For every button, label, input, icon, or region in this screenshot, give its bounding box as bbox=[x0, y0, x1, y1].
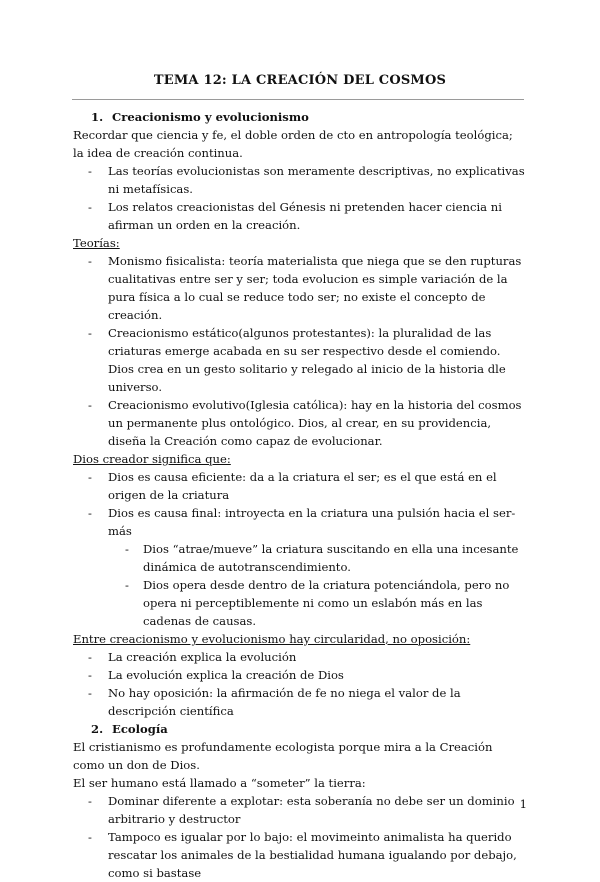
list-item: - Creacionismo estático(algunos protestantes): la pluralidad de las criaturas emerge acabada en su ser respectivo desde el comiendo. Dios crea en un gesto solitario y relegado al inicio de la historia dle universo. bbox=[88, 326, 506, 394]
page-number: 1 bbox=[519, 797, 527, 811]
list-item: - Dios “atrae/mueve” la criatura suscitando en ella una incesante dinámica de autotranscendimiento. bbox=[125, 542, 519, 574]
circular-list bbox=[73, 648, 525, 720]
list-item: - Tampoco es igualar por lo bajo: el movimeinto animalista ha querido rescatar los animales de la bestialidad humana igualando por debajo, como si bastase bbox=[88, 830, 517, 880]
theories-list bbox=[73, 252, 525, 450]
dios-sublist bbox=[108, 540, 525, 630]
dios-list bbox=[73, 468, 525, 630]
section-2-paragraph-1: El cristianismo es profundamente ecologista porque mira a la Creación como un don de Dios. bbox=[73, 740, 493, 772]
title-rule bbox=[72, 99, 524, 100]
list-item: - La evolución explica la creación de Dios bbox=[88, 668, 344, 682]
section-1-bullets bbox=[73, 162, 525, 234]
section-1-intro: Recordar que ciencia y fe, el doble orden de cto en antropología teológica; la idea de creación continua. bbox=[73, 128, 513, 160]
list-item: - No hay oposición: la afirmación de fe no niega el valor de la descripción científica bbox=[88, 686, 461, 718]
list-item: - Los relatos creacionistas del Génesis ni pretenden hacer ciencia ni afirman un orden en la creación. bbox=[88, 200, 502, 232]
list-item: - Dios opera desde dentro de la criatura potenciándola, pero no opera ni perceptiblemente ni como un eslabón más en las cadenas de causas. bbox=[125, 578, 510, 628]
list-item: - Dios es causa eficiente: da a la criatura el ser; es el que está en el origen de la criatura bbox=[88, 470, 497, 502]
section-2-heading: 2. Ecología bbox=[91, 722, 168, 736]
list-item: - Monismo fisicalista: teoría materialista que niega que se den rupturas cualitativas entre ser y ser; toda evolucion es simple variación de la pura física a lo cual se reduce todo ser; no existe el concepto de creación. bbox=[88, 254, 522, 322]
section-2-paragraph-2: El ser humano está llamado a “someter” la tierra: bbox=[73, 776, 366, 790]
list-item: - Dios es causa final: introyecta en la criatura una pulsión hacia el ser-más - Dios “atrae/mueve” la criatura suscitando en ella una incesante dinámica de autotranscendimiento. - Dios opera desde dentro de la criatura potenciándola, pero no opera ni perceptiblemente ni como un eslabón más en las cadenas de causas. bbox=[73, 504, 525, 630]
dios-label: Dios creador significa que: bbox=[73, 452, 231, 466]
section-2-list bbox=[73, 792, 525, 882]
list-item: - Dominar diferente a explotar: esta soberanía no debe ser un dominio arbitrario y destructor bbox=[88, 794, 515, 826]
circular-label: Entre creacionismo y evolucionismo hay circularidad, no oposición: bbox=[73, 632, 471, 646]
list-item: - La creación explica la evolución bbox=[88, 650, 297, 664]
theories-label: Teorías: bbox=[73, 236, 120, 250]
list-item: - Creacionismo evolutivo(Iglesia católica): hay en la historia del cosmos un permanente plus ontológico. Dios, al crear, en su providencia, diseña la Creación como capaz de evolucionar. bbox=[88, 398, 522, 448]
list-item: - Las teorías evolucionistas son meramente descriptivas, no explicativas ni metafísicas. bbox=[88, 164, 525, 196]
document-body bbox=[73, 108, 525, 882]
document-title: TEMA 12: LA CREACIÓN DEL COSMOS bbox=[153, 73, 447, 88]
section-1-heading: 1. Creacionismo y evolucionismo bbox=[91, 110, 309, 124]
